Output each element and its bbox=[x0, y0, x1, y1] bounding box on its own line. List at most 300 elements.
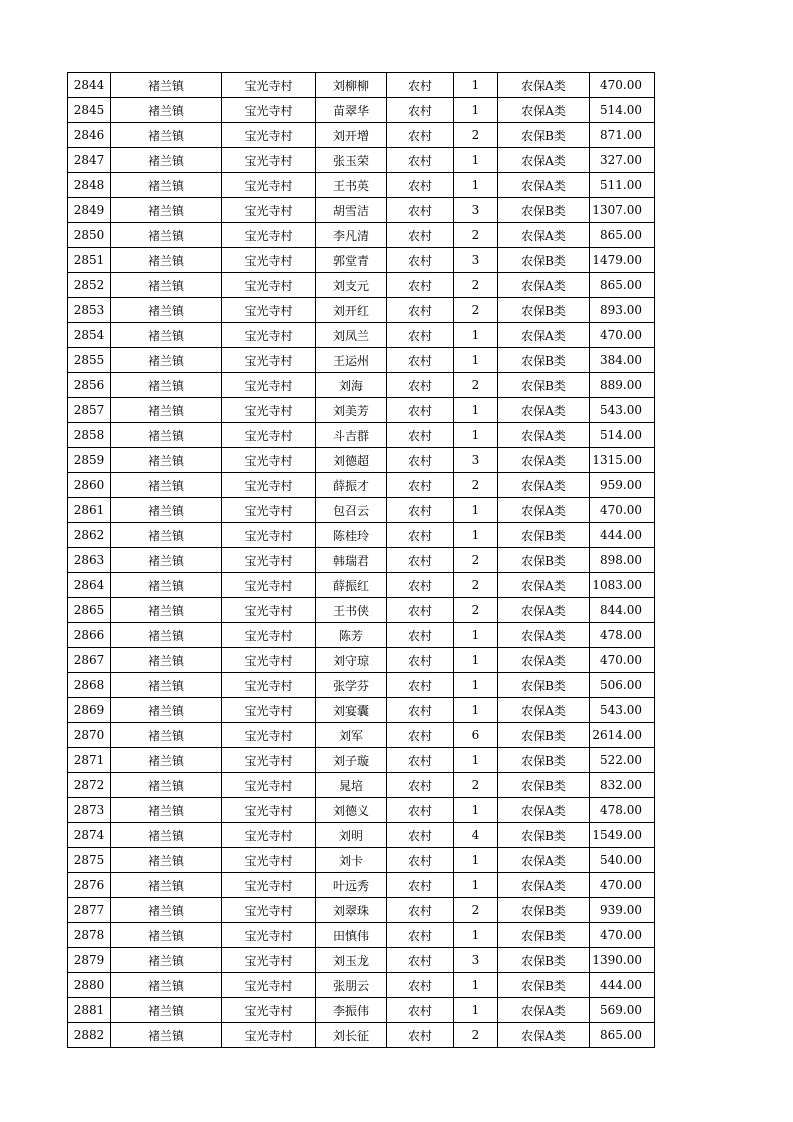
town-cell: 褚兰镇 bbox=[111, 348, 222, 373]
member-count-cell: 2 bbox=[454, 773, 498, 798]
town-cell: 褚兰镇 bbox=[111, 398, 222, 423]
household-type-cell: 农村 bbox=[387, 673, 454, 698]
name-cell: 张玉荣 bbox=[316, 148, 387, 173]
town-cell: 褚兰镇 bbox=[111, 748, 222, 773]
row-number-cell: 2872 bbox=[68, 773, 111, 798]
village-cell: 宝光寺村 bbox=[222, 223, 316, 248]
row-number-cell: 2870 bbox=[68, 723, 111, 748]
member-count-cell: 2 bbox=[454, 898, 498, 923]
amount-cell: 898.00 bbox=[590, 548, 655, 573]
row-number-cell: 2861 bbox=[68, 498, 111, 523]
member-count-cell: 2 bbox=[454, 298, 498, 323]
amount-cell: 832.00 bbox=[590, 773, 655, 798]
row-number-cell: 2874 bbox=[68, 823, 111, 848]
table-row bbox=[68, 123, 655, 148]
table-row bbox=[68, 1023, 655, 1048]
member-count-cell: 1 bbox=[454, 973, 498, 998]
town-cell: 褚兰镇 bbox=[111, 598, 222, 623]
village-cell: 宝光寺村 bbox=[222, 873, 316, 898]
category-cell: 农保B类 bbox=[498, 898, 590, 923]
name-cell: 李凡清 bbox=[316, 223, 387, 248]
amount-cell: 470.00 bbox=[590, 873, 655, 898]
town-cell: 褚兰镇 bbox=[111, 298, 222, 323]
household-type-cell: 农村 bbox=[387, 73, 454, 98]
member-count-cell: 3 bbox=[454, 448, 498, 473]
category-cell: 农保A类 bbox=[498, 473, 590, 498]
category-cell: 农保B类 bbox=[498, 673, 590, 698]
household-type-cell: 农村 bbox=[387, 398, 454, 423]
member-count-cell: 4 bbox=[454, 823, 498, 848]
member-count-cell: 1 bbox=[454, 173, 498, 198]
amount-cell: 865.00 bbox=[590, 223, 655, 248]
household-type-cell: 农村 bbox=[387, 1023, 454, 1048]
amount-cell: 444.00 bbox=[590, 523, 655, 548]
table-row bbox=[68, 448, 655, 473]
category-cell: 农保B类 bbox=[498, 548, 590, 573]
table-row bbox=[68, 948, 655, 973]
table-row bbox=[68, 973, 655, 998]
name-cell: 刘美芳 bbox=[316, 398, 387, 423]
row-number-cell: 2879 bbox=[68, 948, 111, 973]
village-cell: 宝光寺村 bbox=[222, 598, 316, 623]
amount-cell: 543.00 bbox=[590, 698, 655, 723]
table-row bbox=[68, 623, 655, 648]
amount-cell: 444.00 bbox=[590, 973, 655, 998]
amount-cell: 1083.00 bbox=[590, 573, 655, 598]
village-cell: 宝光寺村 bbox=[222, 773, 316, 798]
household-type-cell: 农村 bbox=[387, 723, 454, 748]
amount-cell: 478.00 bbox=[590, 623, 655, 648]
amount-cell: 1390.00 bbox=[590, 948, 655, 973]
member-count-cell: 1 bbox=[454, 523, 498, 548]
amount-cell: 470.00 bbox=[590, 323, 655, 348]
village-cell: 宝光寺村 bbox=[222, 898, 316, 923]
town-cell: 褚兰镇 bbox=[111, 173, 222, 198]
member-count-cell: 1 bbox=[454, 748, 498, 773]
amount-cell: 478.00 bbox=[590, 798, 655, 823]
row-number-cell: 2851 bbox=[68, 248, 111, 273]
table-row bbox=[68, 498, 655, 523]
row-number-cell: 2875 bbox=[68, 848, 111, 873]
amount-cell: 543.00 bbox=[590, 398, 655, 423]
village-cell: 宝光寺村 bbox=[222, 523, 316, 548]
amount-cell: 514.00 bbox=[590, 98, 655, 123]
household-type-cell: 农村 bbox=[387, 298, 454, 323]
member-count-cell: 1 bbox=[454, 423, 498, 448]
row-number-cell: 2856 bbox=[68, 373, 111, 398]
name-cell: 刘长征 bbox=[316, 1023, 387, 1048]
category-cell: 农保A类 bbox=[498, 423, 590, 448]
category-cell: 农保B类 bbox=[498, 973, 590, 998]
table-row bbox=[68, 223, 655, 248]
name-cell: 田慎伟 bbox=[316, 923, 387, 948]
town-cell: 褚兰镇 bbox=[111, 623, 222, 648]
name-cell: 刘开增 bbox=[316, 123, 387, 148]
category-cell: 农保A类 bbox=[498, 848, 590, 873]
table-row bbox=[68, 673, 655, 698]
village-cell: 宝光寺村 bbox=[222, 648, 316, 673]
row-number-cell: 2877 bbox=[68, 898, 111, 923]
household-type-cell: 农村 bbox=[387, 923, 454, 948]
village-cell: 宝光寺村 bbox=[222, 123, 316, 148]
category-cell: 农保B类 bbox=[498, 773, 590, 798]
member-count-cell: 1 bbox=[454, 348, 498, 373]
row-number-cell: 2849 bbox=[68, 198, 111, 223]
member-count-cell: 1 bbox=[454, 798, 498, 823]
category-cell: 农保B类 bbox=[498, 948, 590, 973]
amount-cell: 1315.00 bbox=[590, 448, 655, 473]
member-count-cell: 1 bbox=[454, 998, 498, 1023]
name-cell: 刘守琼 bbox=[316, 648, 387, 673]
amount-cell: 893.00 bbox=[590, 298, 655, 323]
table-row bbox=[68, 198, 655, 223]
town-cell: 褚兰镇 bbox=[111, 223, 222, 248]
household-type-cell: 农村 bbox=[387, 873, 454, 898]
town-cell: 褚兰镇 bbox=[111, 373, 222, 398]
table-row bbox=[68, 698, 655, 723]
amount-cell: 871.00 bbox=[590, 123, 655, 148]
village-cell: 宝光寺村 bbox=[222, 423, 316, 448]
category-cell: 农保A类 bbox=[498, 1023, 590, 1048]
name-cell: 刘宴囊 bbox=[316, 698, 387, 723]
name-cell: 李振伟 bbox=[316, 998, 387, 1023]
village-cell: 宝光寺村 bbox=[222, 298, 316, 323]
town-cell: 褚兰镇 bbox=[111, 948, 222, 973]
town-cell: 褚兰镇 bbox=[111, 273, 222, 298]
member-count-cell: 1 bbox=[454, 848, 498, 873]
town-cell: 褚兰镇 bbox=[111, 323, 222, 348]
row-number-cell: 2857 bbox=[68, 398, 111, 423]
row-number-cell: 2862 bbox=[68, 523, 111, 548]
village-cell: 宝光寺村 bbox=[222, 998, 316, 1023]
village-cell: 宝光寺村 bbox=[222, 323, 316, 348]
household-type-cell: 农村 bbox=[387, 198, 454, 223]
member-count-cell: 3 bbox=[454, 198, 498, 223]
household-type-cell: 农村 bbox=[387, 173, 454, 198]
village-cell: 宝光寺村 bbox=[222, 698, 316, 723]
member-count-cell: 1 bbox=[454, 148, 498, 173]
member-count-cell: 6 bbox=[454, 723, 498, 748]
household-type-cell: 农村 bbox=[387, 573, 454, 598]
name-cell: 薛振才 bbox=[316, 473, 387, 498]
village-cell: 宝光寺村 bbox=[222, 98, 316, 123]
member-count-cell: 2 bbox=[454, 223, 498, 248]
name-cell: 叶远秀 bbox=[316, 873, 387, 898]
name-cell: 刘子璇 bbox=[316, 748, 387, 773]
table-row bbox=[68, 73, 655, 98]
town-cell: 褚兰镇 bbox=[111, 523, 222, 548]
name-cell: 刘凤兰 bbox=[316, 323, 387, 348]
category-cell: 农保A类 bbox=[498, 273, 590, 298]
amount-cell: 865.00 bbox=[590, 273, 655, 298]
amount-cell: 939.00 bbox=[590, 898, 655, 923]
row-number-cell: 2858 bbox=[68, 423, 111, 448]
category-cell: 农保B类 bbox=[498, 748, 590, 773]
category-cell: 农保A类 bbox=[498, 873, 590, 898]
household-type-cell: 农村 bbox=[387, 698, 454, 723]
household-type-cell: 农村 bbox=[387, 373, 454, 398]
table-row bbox=[68, 723, 655, 748]
village-cell: 宝光寺村 bbox=[222, 548, 316, 573]
village-cell: 宝光寺村 bbox=[222, 573, 316, 598]
row-number-cell: 2873 bbox=[68, 798, 111, 823]
table-row bbox=[68, 523, 655, 548]
category-cell: 农保B类 bbox=[498, 123, 590, 148]
household-type-cell: 农村 bbox=[387, 523, 454, 548]
household-type-cell: 农村 bbox=[387, 348, 454, 373]
row-number-cell: 2882 bbox=[68, 1023, 111, 1048]
row-number-cell: 2871 bbox=[68, 748, 111, 773]
category-cell: 农保A类 bbox=[498, 598, 590, 623]
town-cell: 褚兰镇 bbox=[111, 123, 222, 148]
town-cell: 褚兰镇 bbox=[111, 848, 222, 873]
category-cell: 农保B类 bbox=[498, 248, 590, 273]
category-cell: 农保A类 bbox=[498, 398, 590, 423]
name-cell: 刘海 bbox=[316, 373, 387, 398]
name-cell: 张学芬 bbox=[316, 673, 387, 698]
household-type-cell: 农村 bbox=[387, 323, 454, 348]
village-cell: 宝光寺村 bbox=[222, 373, 316, 398]
name-cell: 薛振红 bbox=[316, 573, 387, 598]
name-cell: 刘德义 bbox=[316, 798, 387, 823]
row-number-cell: 2876 bbox=[68, 873, 111, 898]
table-row bbox=[68, 873, 655, 898]
category-cell: 农保A类 bbox=[498, 498, 590, 523]
table-row bbox=[68, 598, 655, 623]
row-number-cell: 2854 bbox=[68, 323, 111, 348]
household-type-cell: 农村 bbox=[387, 998, 454, 1023]
village-cell: 宝光寺村 bbox=[222, 623, 316, 648]
member-count-cell: 1 bbox=[454, 398, 498, 423]
name-cell: 陈芳 bbox=[316, 623, 387, 648]
town-cell: 褚兰镇 bbox=[111, 248, 222, 273]
household-type-cell: 农村 bbox=[387, 948, 454, 973]
village-cell: 宝光寺村 bbox=[222, 148, 316, 173]
household-type-cell: 农村 bbox=[387, 448, 454, 473]
row-number-cell: 2847 bbox=[68, 148, 111, 173]
category-cell: 农保B类 bbox=[498, 373, 590, 398]
name-cell: 刘军 bbox=[316, 723, 387, 748]
category-cell: 农保A类 bbox=[498, 98, 590, 123]
amount-cell: 506.00 bbox=[590, 673, 655, 698]
town-cell: 褚兰镇 bbox=[111, 1023, 222, 1048]
amount-cell: 569.00 bbox=[590, 998, 655, 1023]
amount-cell: 384.00 bbox=[590, 348, 655, 373]
row-number-cell: 2853 bbox=[68, 298, 111, 323]
row-number-cell: 2863 bbox=[68, 548, 111, 573]
amount-cell: 959.00 bbox=[590, 473, 655, 498]
household-type-cell: 农村 bbox=[387, 548, 454, 573]
household-type-cell: 农村 bbox=[387, 798, 454, 823]
name-cell: 苗翠华 bbox=[316, 98, 387, 123]
household-type-cell: 农村 bbox=[387, 473, 454, 498]
household-type-cell: 农村 bbox=[387, 498, 454, 523]
village-cell: 宝光寺村 bbox=[222, 1023, 316, 1048]
name-cell: 陈桂玲 bbox=[316, 523, 387, 548]
table-row bbox=[68, 348, 655, 373]
amount-cell: 2614.00 bbox=[590, 723, 655, 748]
household-type-cell: 农村 bbox=[387, 773, 454, 798]
town-cell: 褚兰镇 bbox=[111, 423, 222, 448]
town-cell: 褚兰镇 bbox=[111, 773, 222, 798]
category-cell: 农保B类 bbox=[498, 823, 590, 848]
household-type-cell: 农村 bbox=[387, 973, 454, 998]
category-cell: 农保B类 bbox=[498, 523, 590, 548]
member-count-cell: 2 bbox=[454, 598, 498, 623]
name-cell: 晁培 bbox=[316, 773, 387, 798]
row-number-cell: 2881 bbox=[68, 998, 111, 1023]
member-count-cell: 1 bbox=[454, 673, 498, 698]
row-number-cell: 2869 bbox=[68, 698, 111, 723]
table-row bbox=[68, 173, 655, 198]
table-row bbox=[68, 398, 655, 423]
household-type-cell: 农村 bbox=[387, 248, 454, 273]
name-cell: 刘翠珠 bbox=[316, 898, 387, 923]
village-cell: 宝光寺村 bbox=[222, 348, 316, 373]
row-number-cell: 2846 bbox=[68, 123, 111, 148]
row-number-cell: 2865 bbox=[68, 598, 111, 623]
town-cell: 褚兰镇 bbox=[111, 673, 222, 698]
member-count-cell: 1 bbox=[454, 923, 498, 948]
table-row bbox=[68, 998, 655, 1023]
amount-cell: 865.00 bbox=[590, 1023, 655, 1048]
member-count-cell: 2 bbox=[454, 373, 498, 398]
village-cell: 宝光寺村 bbox=[222, 273, 316, 298]
name-cell: 刘明 bbox=[316, 823, 387, 848]
village-cell: 宝光寺村 bbox=[222, 723, 316, 748]
name-cell: 王书侠 bbox=[316, 598, 387, 623]
name-cell: 刘玉龙 bbox=[316, 948, 387, 973]
town-cell: 褚兰镇 bbox=[111, 548, 222, 573]
amount-cell: 1549.00 bbox=[590, 823, 655, 848]
amount-cell: 470.00 bbox=[590, 923, 655, 948]
village-cell: 宝光寺村 bbox=[222, 473, 316, 498]
household-type-cell: 农村 bbox=[387, 123, 454, 148]
member-count-cell: 3 bbox=[454, 248, 498, 273]
name-cell: 王运州 bbox=[316, 348, 387, 373]
member-count-cell: 2 bbox=[454, 473, 498, 498]
village-cell: 宝光寺村 bbox=[222, 748, 316, 773]
village-cell: 宝光寺村 bbox=[222, 498, 316, 523]
name-cell: 刘柳柳 bbox=[316, 73, 387, 98]
town-cell: 褚兰镇 bbox=[111, 923, 222, 948]
name-cell: 郭堂青 bbox=[316, 248, 387, 273]
amount-cell: 327.00 bbox=[590, 148, 655, 173]
town-cell: 褚兰镇 bbox=[111, 898, 222, 923]
household-type-cell: 农村 bbox=[387, 648, 454, 673]
village-cell: 宝光寺村 bbox=[222, 248, 316, 273]
row-number-cell: 2880 bbox=[68, 973, 111, 998]
table-row bbox=[68, 98, 655, 123]
member-count-cell: 2 bbox=[454, 573, 498, 598]
town-cell: 褚兰镇 bbox=[111, 873, 222, 898]
household-type-cell: 农村 bbox=[387, 898, 454, 923]
member-count-cell: 1 bbox=[454, 623, 498, 648]
member-count-cell: 1 bbox=[454, 648, 498, 673]
town-cell: 褚兰镇 bbox=[111, 823, 222, 848]
town-cell: 褚兰镇 bbox=[111, 998, 222, 1023]
name-cell: 刘德超 bbox=[316, 448, 387, 473]
table-row bbox=[68, 548, 655, 573]
name-cell: 王书英 bbox=[316, 173, 387, 198]
name-cell: 刘支元 bbox=[316, 273, 387, 298]
category-cell: 农保A类 bbox=[498, 448, 590, 473]
row-number-cell: 2855 bbox=[68, 348, 111, 373]
table-row bbox=[68, 323, 655, 348]
amount-cell: 522.00 bbox=[590, 748, 655, 773]
table-row bbox=[68, 273, 655, 298]
amount-cell: 470.00 bbox=[590, 73, 655, 98]
town-cell: 褚兰镇 bbox=[111, 198, 222, 223]
category-cell: 农保B类 bbox=[498, 723, 590, 748]
town-cell: 褚兰镇 bbox=[111, 73, 222, 98]
category-cell: 农保A类 bbox=[498, 998, 590, 1023]
table-row bbox=[68, 573, 655, 598]
table-row bbox=[68, 773, 655, 798]
town-cell: 褚兰镇 bbox=[111, 448, 222, 473]
amount-cell: 514.00 bbox=[590, 423, 655, 448]
village-cell: 宝光寺村 bbox=[222, 673, 316, 698]
member-count-cell: 1 bbox=[454, 73, 498, 98]
household-type-cell: 农村 bbox=[387, 148, 454, 173]
town-cell: 褚兰镇 bbox=[111, 798, 222, 823]
row-number-cell: 2850 bbox=[68, 223, 111, 248]
category-cell: 农保A类 bbox=[498, 73, 590, 98]
table-row bbox=[68, 298, 655, 323]
name-cell: 刘卡 bbox=[316, 848, 387, 873]
village-cell: 宝光寺村 bbox=[222, 973, 316, 998]
member-count-cell: 2 bbox=[454, 1023, 498, 1048]
table-row bbox=[68, 798, 655, 823]
member-count-cell: 1 bbox=[454, 323, 498, 348]
row-number-cell: 2860 bbox=[68, 473, 111, 498]
table-row bbox=[68, 148, 655, 173]
row-number-cell: 2866 bbox=[68, 623, 111, 648]
member-count-cell: 2 bbox=[454, 123, 498, 148]
category-cell: 农保A类 bbox=[498, 798, 590, 823]
town-cell: 褚兰镇 bbox=[111, 148, 222, 173]
table-row bbox=[68, 748, 655, 773]
household-type-cell: 农村 bbox=[387, 273, 454, 298]
amount-cell: 540.00 bbox=[590, 848, 655, 873]
village-cell: 宝光寺村 bbox=[222, 923, 316, 948]
member-count-cell: 1 bbox=[454, 98, 498, 123]
table-row bbox=[68, 848, 655, 873]
village-cell: 宝光寺村 bbox=[222, 398, 316, 423]
category-cell: 农保B类 bbox=[498, 198, 590, 223]
household-type-cell: 农村 bbox=[387, 98, 454, 123]
village-cell: 宝光寺村 bbox=[222, 798, 316, 823]
name-cell: 韩瑞君 bbox=[316, 548, 387, 573]
household-type-cell: 农村 bbox=[387, 748, 454, 773]
village-cell: 宝光寺村 bbox=[222, 73, 316, 98]
category-cell: 农保A类 bbox=[498, 648, 590, 673]
member-count-cell: 1 bbox=[454, 698, 498, 723]
member-count-cell: 1 bbox=[454, 498, 498, 523]
town-cell: 褚兰镇 bbox=[111, 723, 222, 748]
member-count-cell: 2 bbox=[454, 273, 498, 298]
category-cell: 农保A类 bbox=[498, 148, 590, 173]
amount-cell: 889.00 bbox=[590, 373, 655, 398]
row-number-cell: 2864 bbox=[68, 573, 111, 598]
category-cell: 农保B类 bbox=[498, 923, 590, 948]
amount-cell: 844.00 bbox=[590, 598, 655, 623]
table-row bbox=[68, 423, 655, 448]
row-number-cell: 2878 bbox=[68, 923, 111, 948]
category-cell: 农保A类 bbox=[498, 173, 590, 198]
row-number-cell: 2852 bbox=[68, 273, 111, 298]
name-cell: 斗吉群 bbox=[316, 423, 387, 448]
